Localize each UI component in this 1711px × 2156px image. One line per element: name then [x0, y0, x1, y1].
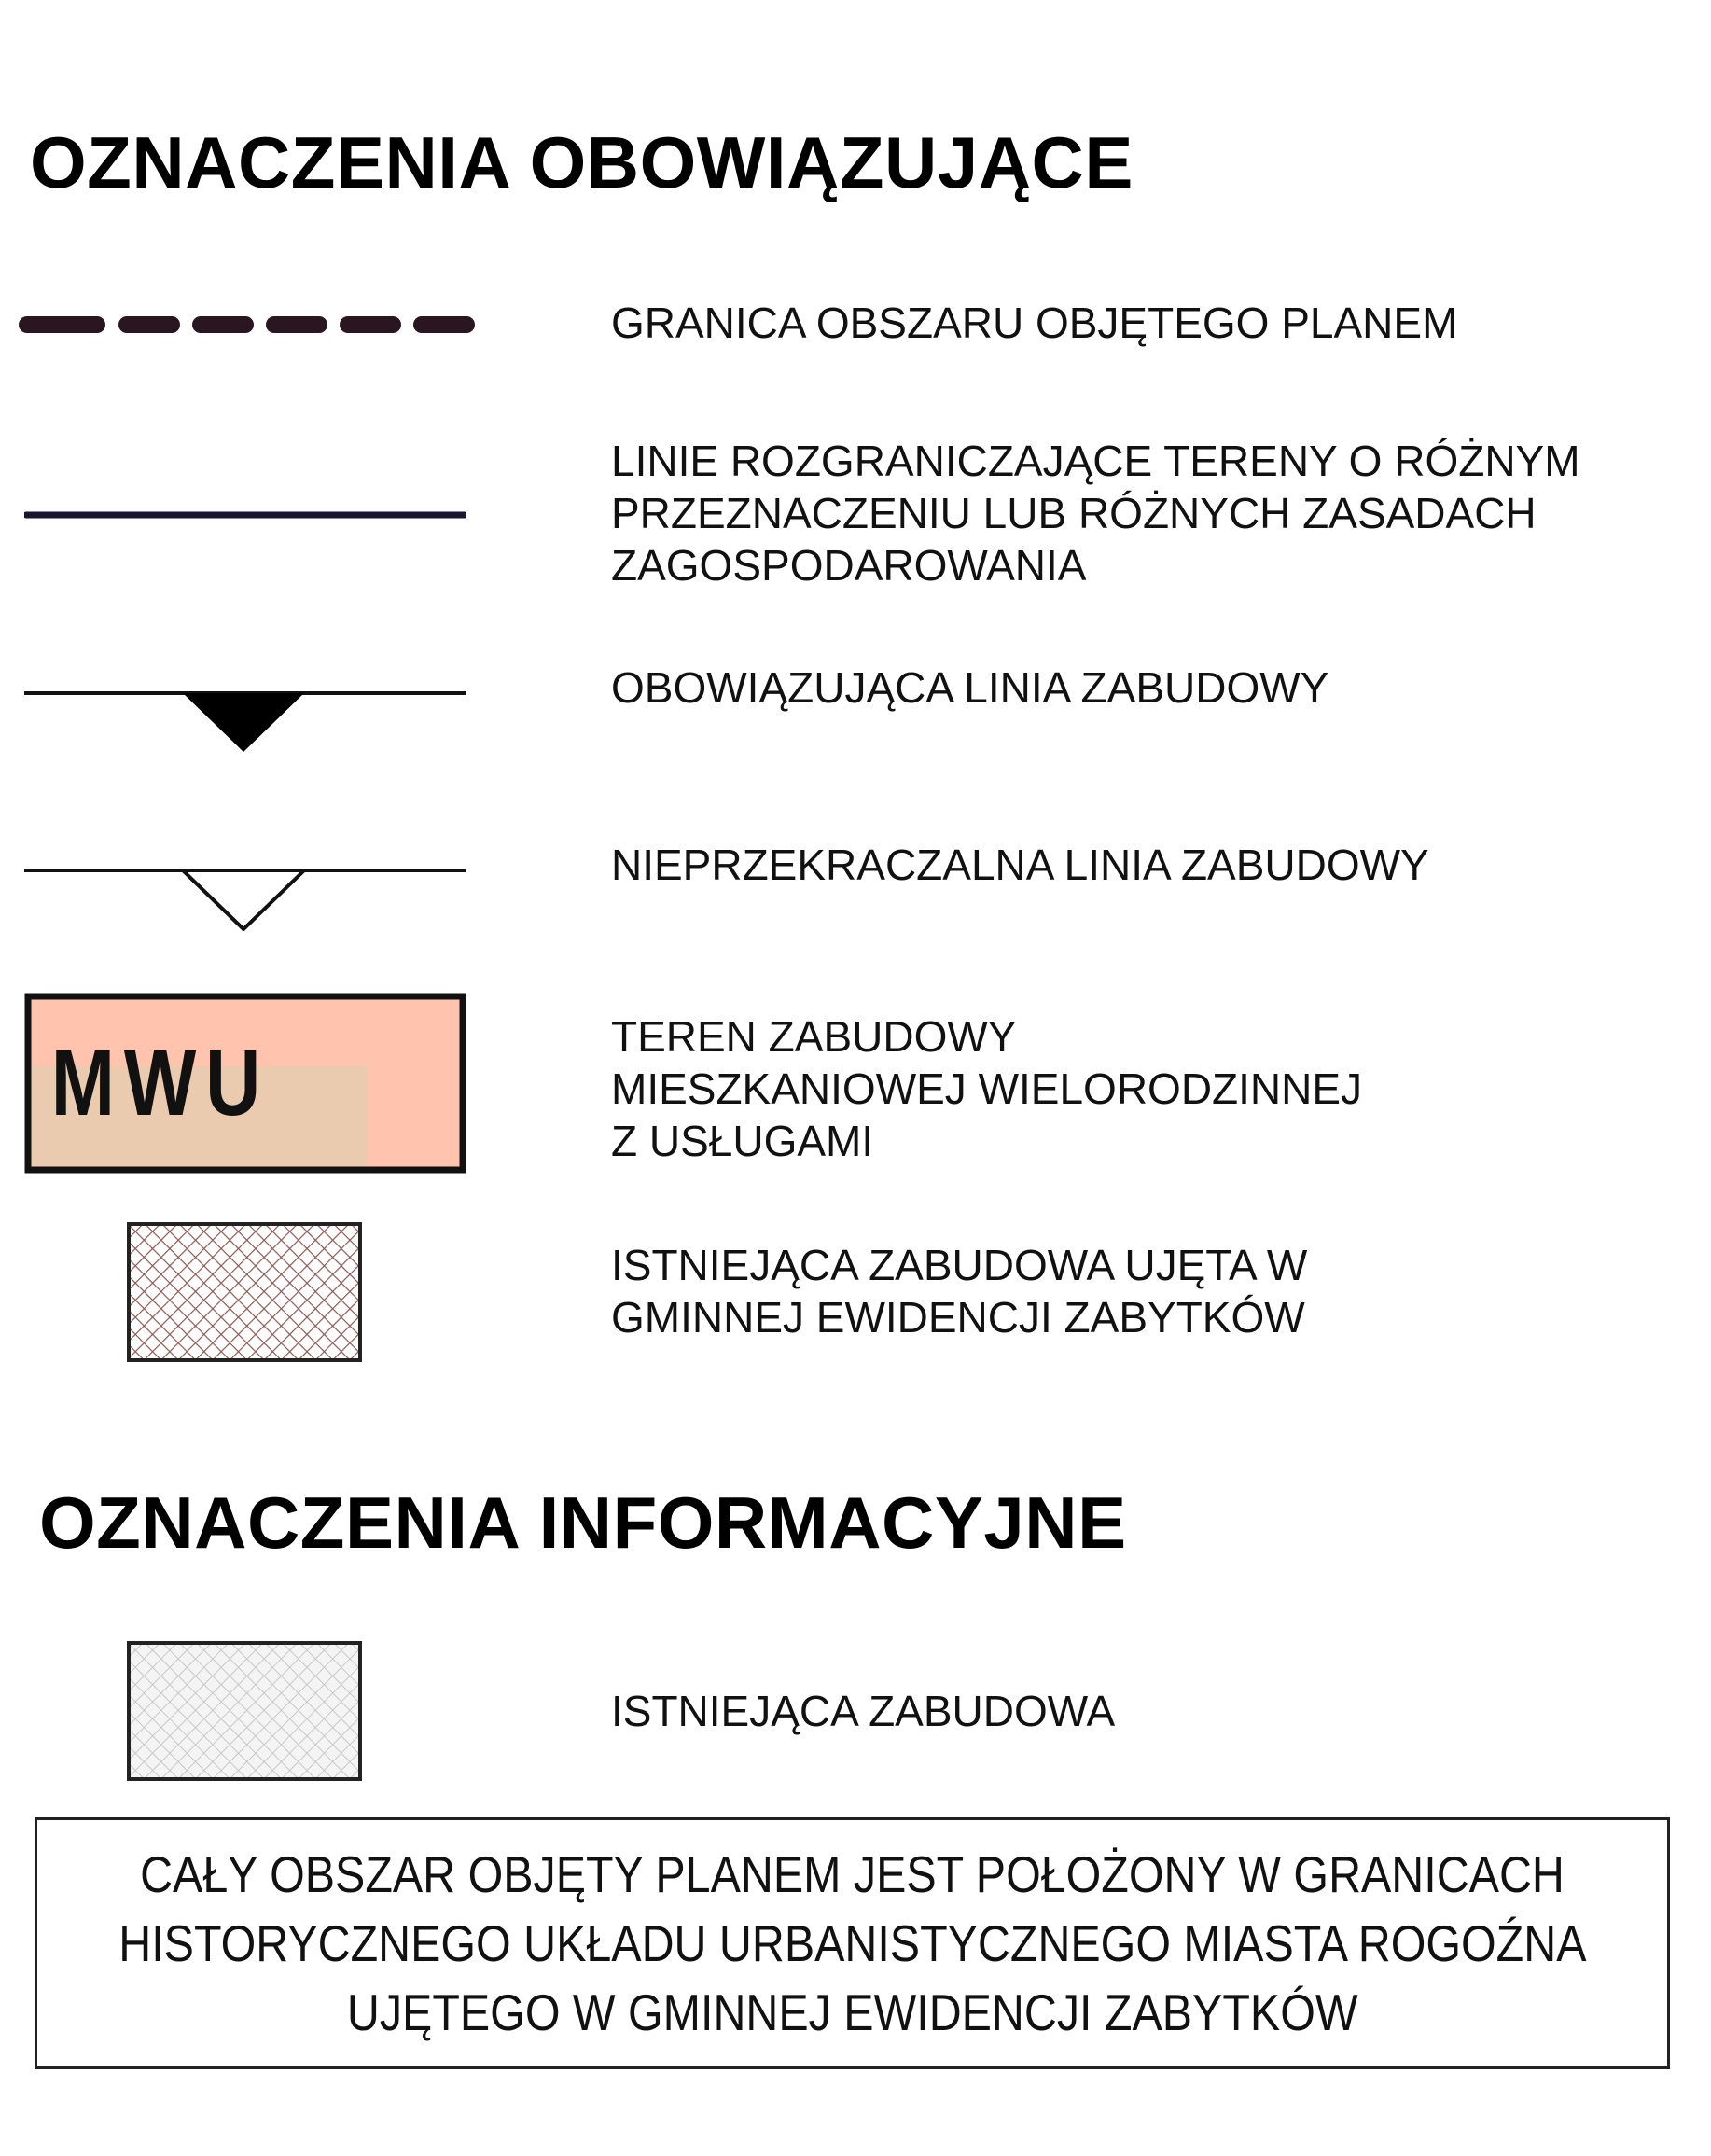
legend-label-linie: LINIE ROZGRANICZAJĄCE TERENY O RÓŻNYM PRZEZNACZENIU LUB RÓŻNYCH ZASADACH ZAGOSPODAROWANIA — [611, 437, 1580, 590]
section-title-informacyjne: OZNACZENIA INFORMACYJNE — [39, 1481, 1127, 1564]
existing-building-crosshatch-swatch-icon — [127, 1641, 362, 1781]
solid-demarcation-line-icon — [24, 504, 466, 526]
legend-label-nieprzekraczalna-linia: NIEPRZEKRACZALNA LINIA ZABUDOWY — [611, 841, 1429, 889]
filled-triangle-building-line-icon — [24, 674, 466, 754]
legend-label-zabytek: ISTNIEJĄCA ZABUDOWA UJĘTA W GMINNEJ EWIDENCJI ZABYTKÓW — [611, 1241, 1308, 1342]
legend-label-granica: GRANICA OBSZARU OBJĘTEGO PLANEM — [611, 299, 1458, 347]
note-line: HISTORYCZNEGO UKŁADU URBANISTYCZNEGO MIASTA ROGOŹNA — [118, 1914, 1587, 1972]
legend-label-obowiazujaca-linia: OBOWIĄZUJĄCA LINIA ZABUDOWY — [611, 663, 1329, 712]
legend-label-istniejaca: ISTNIEJĄCA ZABUDOWA — [611, 1687, 1116, 1735]
hollow-triangle-building-line-icon — [24, 851, 466, 931]
note-line: CAŁY OBSZAR OBJĘTY PLANEM JEST POŁOŻONY W GRANICACH — [140, 1845, 1565, 1903]
monument-crosshatch-swatch-icon — [127, 1222, 362, 1362]
mwu-zone-swatch-icon — [24, 993, 466, 1174]
legend-label-mwu: TEREN ZABUDOWY MIESZKANIOWEJ WIELORODZINNEJ Z USŁUGAMI — [611, 1012, 1363, 1165]
zone-code: MWU — [50, 1031, 271, 1135]
section-title-obowiazujace: OZNACZENIA OBOWIĄZUJĄCE — [30, 121, 1134, 203]
dashed-boundary-line-icon — [19, 306, 476, 343]
note-line: UJĘTEGO W GMINNEJ EWIDENCJI ZABYTKÓW — [346, 1983, 1358, 2041]
note-box — [35, 1817, 1670, 2069]
